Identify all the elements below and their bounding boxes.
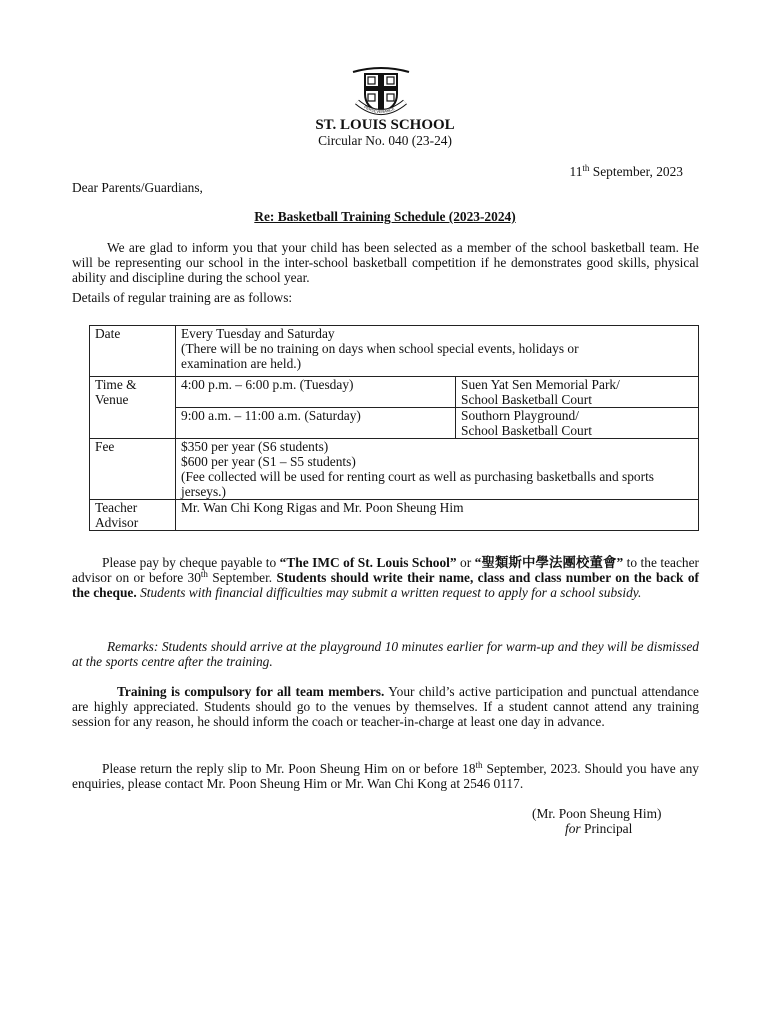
- saturday-time: 9:00 a.m. – 11:00 a.m. (Saturday): [176, 408, 456, 439]
- time-venue-label: Time & Venue: [90, 377, 176, 439]
- tuesday-venue: Suen Yat Sen Memorial Park/ School Basketball Court: [456, 377, 699, 408]
- training-paragraph: Training is compulsory for all team members. Your child’s active participation and punctual attendance are highly appreciated. Students should go to the venues by themselves. If a student cannot attend any training session for any reason, he should inform the coach or teacher-in-charge at least one day in advance.: [72, 684, 699, 729]
- table-row: [90, 377, 699, 408]
- school-name: ST. LOUIS SCHOOL: [315, 117, 455, 133]
- crest-cross-vertical: [378, 74, 384, 110]
- subject-line: Re: Basketball Training Schedule (2023-2024): [254, 209, 516, 224]
- table-row: [90, 408, 699, 439]
- school-crest-logo: [351, 66, 411, 118]
- payment-paragraph: Please pay by cheque payable to “The IMC of St. Louis School” or “聖類斯中學法團校董會” to the teacher advisor on or before 30th September. Students should write their name, class and class number on the back of the cheque. Students with financial difficulties may submit a written request to apply for a school subsidy.: [72, 555, 699, 600]
- details-intro: Details of regular training are as follows:: [72, 290, 293, 305]
- reply-paragraph: Please return the reply slip to Mr. Poon Sheung Him on or before 18th September, 2023. Should you have any enquiries, please contact Mr. Poon Sheung Him or Mr. Wan Chi Kong at 2546 0117.: [72, 760, 699, 791]
- letter-date: 11th September, 2023: [569, 163, 683, 179]
- saturday-venue: Southorn Playground/ School Basketball Court: [456, 408, 699, 439]
- crest-motto-text: PERSEVERANCE: [363, 104, 396, 115]
- signatory-name: (Mr. Poon Sheung Him): [532, 806, 662, 821]
- date-value: Every Tuesday and Saturday (There will be no training on days when school special events, holidays or examination are held.): [176, 326, 699, 377]
- table-row: [90, 439, 699, 500]
- advisor-names: Mr. Wan Chi Kong Rigas and Mr. Poon Sheung Him: [176, 500, 699, 531]
- fee-value: $350 per year (S6 students) $600 per year (S1 – S5 students) (Fee collected will be used for renting court as well as purchasing basketballs and sports jerseys.): [176, 439, 699, 500]
- training-schedule-table: [89, 325, 699, 531]
- crest-top-ribbon: [353, 68, 409, 72]
- advisor-label: Teacher Advisor: [90, 500, 176, 531]
- signatory-title: for Principal: [565, 821, 633, 836]
- table-row: [90, 326, 699, 377]
- circular-number: Circular No. 040 (23-24): [318, 133, 452, 148]
- tuesday-time: 4:00 p.m. – 6:00 p.m. (Tuesday): [176, 377, 456, 408]
- salutation: Dear Parents/Guardians,: [72, 180, 203, 195]
- fee-label: Fee: [90, 439, 176, 500]
- table-row: [90, 500, 699, 531]
- date-label: Date: [90, 326, 176, 377]
- intro-paragraph: We are glad to inform you that your child has been selected as a member of the school basketball team. He will be representing our school in the inter-school basketball competition if he demonstrates good skills, physical ability and discipline during the school year.: [72, 240, 699, 285]
- crest-cross-horizontal: [365, 86, 397, 91]
- remarks-paragraph: Remarks: Students should arrive at the playground 10 minutes earlier for warm-up and they will be dismissed at the sports centre after the training.: [72, 639, 699, 669]
- signature-block: [532, 806, 661, 836]
